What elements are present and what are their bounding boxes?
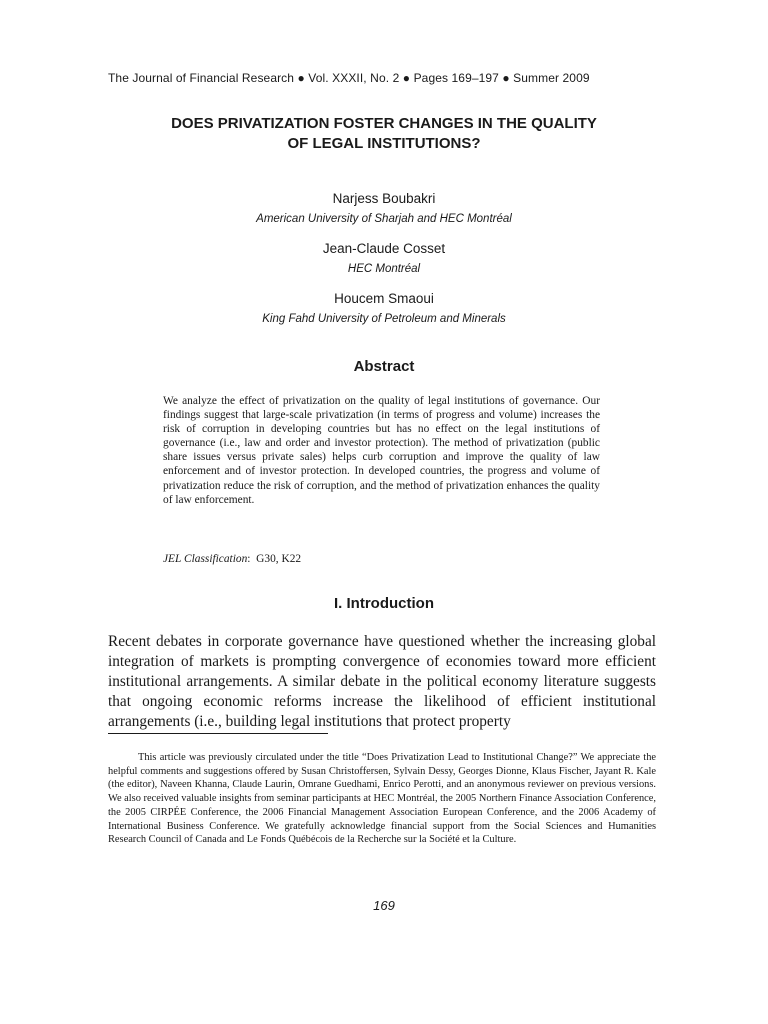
author-name: Jean-Claude Cosset xyxy=(322,241,446,256)
title-line-2: OF LEGAL INSTITUTIONS? xyxy=(287,135,481,152)
author-2 xyxy=(108,240,660,277)
running-header: The Journal of Financial Research ● Vol. XXXII, No. 2 ● Pages 169–197 ● Summer 2009 xyxy=(108,71,590,85)
title-line-1: DOES PRIVATIZATION FOSTER CHANGES IN THE QUALITY xyxy=(171,115,597,132)
jel-colon: : xyxy=(247,553,257,565)
abstract-body xyxy=(163,394,600,507)
author-affiliation: HEC Montréal xyxy=(347,263,421,275)
article-title xyxy=(108,114,660,154)
abstract-text: We analyze the effect of privatization on the quality of legal institutions of governance. Our findings suggest that large-scale privatization (in terms of progress and volume) increases the risk of corruption in developing countries but has no effect on the legal institutions of governance (i.e., law and order and investor protection). The method of privatization (public share issues versus private sales) helps curb corruption and improve the quality of law enforcement and of investor protection. In developed countries, the progress and volume of privatization reduce the risk of corruption, and the method of privatization enhances the quality of law enforcement. xyxy=(163,395,600,506)
introduction-body xyxy=(108,632,656,732)
introduction-heading: I. Introduction xyxy=(334,595,434,612)
author-1 xyxy=(108,190,660,227)
footnote-divider xyxy=(108,733,328,734)
jel-label: JEL Classification xyxy=(163,553,248,565)
author-affiliation: King Fahd University of Petroleum and Minerals xyxy=(262,313,506,325)
page-number: 169 xyxy=(373,898,395,913)
jel-codes: G30, K22 xyxy=(256,553,302,565)
author-3 xyxy=(108,290,660,327)
footnote-text: This article was previously circulated under the title “Does Privatization Lead to Institutional Change?” We appreciate the helpful comments and suggestions offered by Susan Christoffersen, Sylvain Dessy, Georges Dionne, Klaus Fischer, Jayant R. Kale (the editor), Naveen Khanna, Claude Laurin, Omrane Guedhami, Enrico Perotti, and an anonymous reviewer on previous versions. We also received valuable insights from seminar participants at HEC Montréal, the 2005 Northern Finance Association Conference, the 2005 CIRPÉE Conference, the 2006 Financial Management Association European Conference, and the 2006 Academy of International Business Conference. We gratefully acknowledge financial support from the Social Sciences and Humanities Research Council of Canada and Le Fonds Québécois de la Recherche sur la Société et la Culture. xyxy=(108,752,656,846)
introduction-text: Recent debates in corporate governance have questioned whether the increasing global integration of markets is prompting convergence of economies toward more efficient institutional arrangements. A similar debate in the political economy literature suggests that ongoing economic reforms increase the likelihood of efficient institutional arrangements (i.e., building legal institutions that protect property xyxy=(108,633,656,730)
author-name: Houcem Smaoui xyxy=(334,291,434,306)
footnote xyxy=(108,751,656,847)
author-name: Narjess Boubakri xyxy=(332,191,436,206)
jel-classification xyxy=(163,553,600,565)
author-affiliation: American University of Sharjah and HEC Montréal xyxy=(256,213,512,225)
abstract-heading: Abstract xyxy=(353,358,415,375)
